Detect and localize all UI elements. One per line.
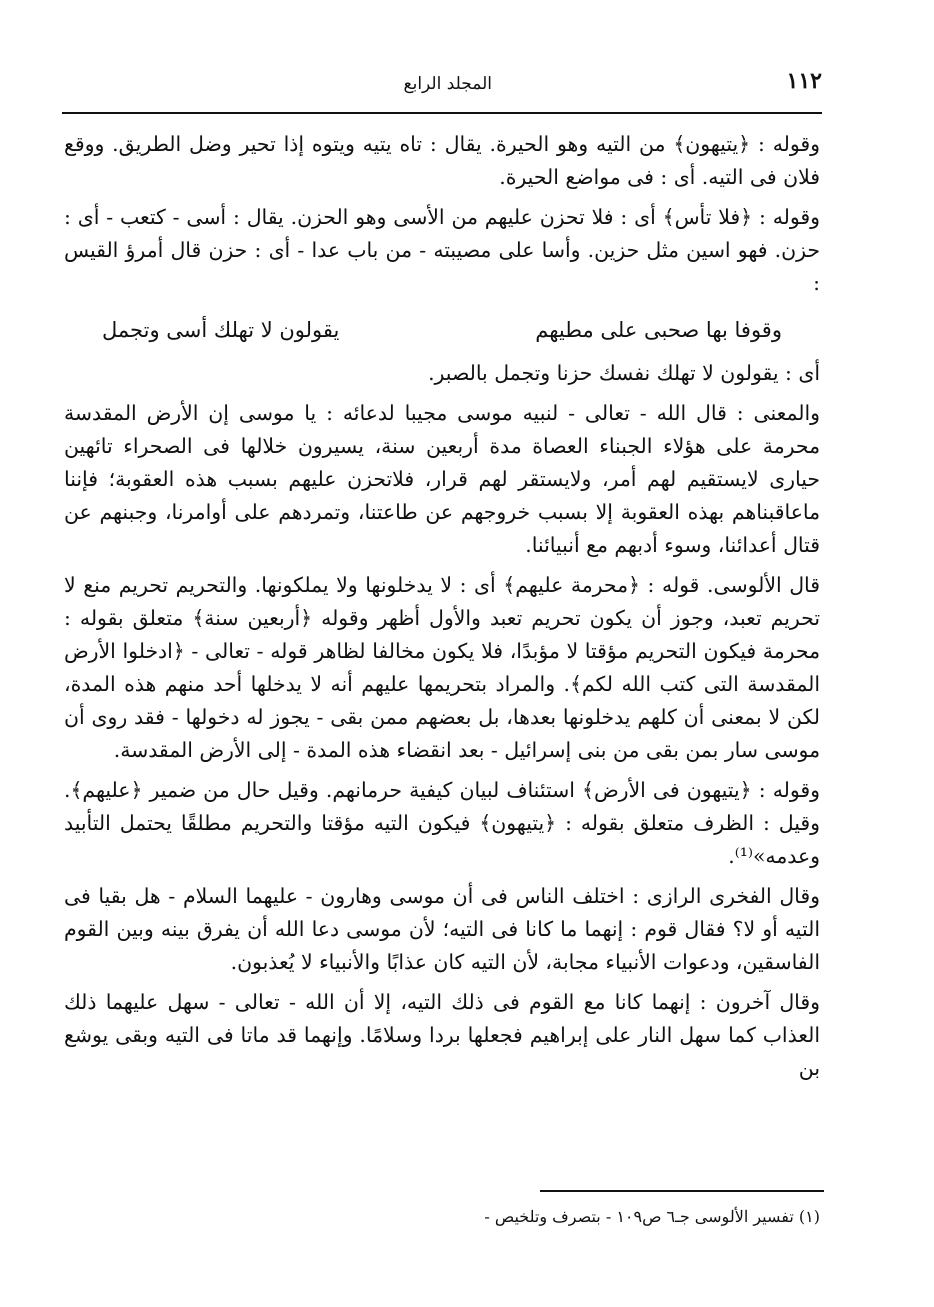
header-rule	[62, 112, 822, 114]
paragraph: وقال آخرون : إنهما كانا مع القوم فى ذلك التيه، إلا أن الله - تعالى - سهل عليهما ذلك العذاب كما سهل النار على إبراهيم فجعلها بردا وسلامًا. وإنهما قد ماتا فى التيه وبقى يوشع بن	[64, 990, 820, 1080]
paragraph: قال الألوسى. قوله : ﴿محرمة عليهم﴾ أى : لا يدخلونها ولا يملكونها. والتحريم تحريم منع لا تحريم تعبد، وجوز أن يكون تحريم تعبد والأول أظهر وقوله ﴿أربعين سنة﴾ متعلق بقوله : محرمة فيكون التحريم مؤقتا لا مؤبدًا، فلا يكون مخالفا لظاهر قوله - تعالى - ﴿ادخلوا الأرض المقدسة التى كتب الله لكم﴾. والمراد بتحريمها عليهم أنه لا يدخلها أحد منهم هذه المدة، لكن لا بمعنى أن كلهم يدخلونها بعدها، بل بعضهم ممن بقى - يجوز له دخولها - فقد روى أن موسى سار بمن بقى من بنى إسرائيل - بعد انقضاء هذه المدة - إلى الأرض المقدسة.	[64, 573, 820, 762]
page-number: ١١٢	[786, 68, 822, 94]
paragraph: أى : يقولون لا تهلك نفسك حزنا وتجمل بالصبر.	[428, 361, 820, 385]
footnote: (١) تفسير الألوسى جـ٦ ص١٠٩ - بتصرف وتلخيص -	[484, 1207, 820, 1226]
page-body	[64, 128, 820, 1092]
paragraph: والمعنى : قال الله - تعالى - لنبيه موسى مجيبا لدعائه : يا موسى إن الأرض المقدسة محرمة على هؤلاء الجبناء العصاة مدة أربعين سنة، يسيرون خلالها فى الصحراء تائهين حيارى لايستقيم لهم أمر، ولايستقر لهم قرار، فلاتحزن عليهم بسبب هذه العقوبة؛ فإننا ماعاقبناهم بهذه العقوبة إلا بسبب خروجهم عن طاعتنا، وتمردهم على أوامرنا، وجبنهم عن قتال أعدائنا، وسوء أدبهم مع أنبيائنا.	[64, 401, 820, 557]
poem-hemistich-first: وقوفا بها صحبى على مطيهم	[535, 318, 782, 342]
paragraph: وقوله : ﴿يتيهون﴾ من التيه وهو الحيرة. يقال : تاه يتيه ويتوه إذا تحير وضل الطريق. ووقع فلان فى التيه. أى : فى مواضع الحيرة.	[64, 132, 820, 189]
paragraph: وقال الفخرى الرازى : اختلف الناس فى أن موسى وهارون - عليهما السلام - هل بقيا فى التيه أو لا؟ فقال قوم : إنهما ما كانا فى التيه؛ لأن موسى دعا الله أن يفرق بينه وبين القوم الفاسقين، ودعوات الأنبياء مجابة، لأن التيه كان عذابًا والأنبياء لا يُعذبون.	[64, 884, 820, 974]
poem-verse	[64, 307, 820, 351]
paragraph: وقوله : ﴿فلا تأس﴾ أى : فلا تحزن عليهم من الأسى وهو الحزن. يقال : أسى - كتعب - أى : حزن. فهو اسين مثل حزين. وأسا على مصيبته - من باب عدا - أى : حزن قال أمرؤ القيس :	[64, 205, 820, 295]
volume-title: المجلد الرابع	[403, 74, 492, 94]
footnote-rule	[540, 1190, 824, 1192]
poem-hemistich-second: يقولون لا تهلك أسى وتجمل	[102, 318, 340, 342]
paragraph: وقوله : ﴿يتيهون فى الأرض﴾ استئناف لبيان كيفية حرمانهم. وقيل حال من ضمير ﴿عليهم﴾. وقيل : الظرف متعلق بقوله : ﴿يتيهون﴾ فيكون التيه مؤقتا والتحريم مطلقًا يحتمل التأبيد وعدمه»⁽¹⁾.	[64, 778, 820, 868]
page-header	[62, 68, 822, 104]
